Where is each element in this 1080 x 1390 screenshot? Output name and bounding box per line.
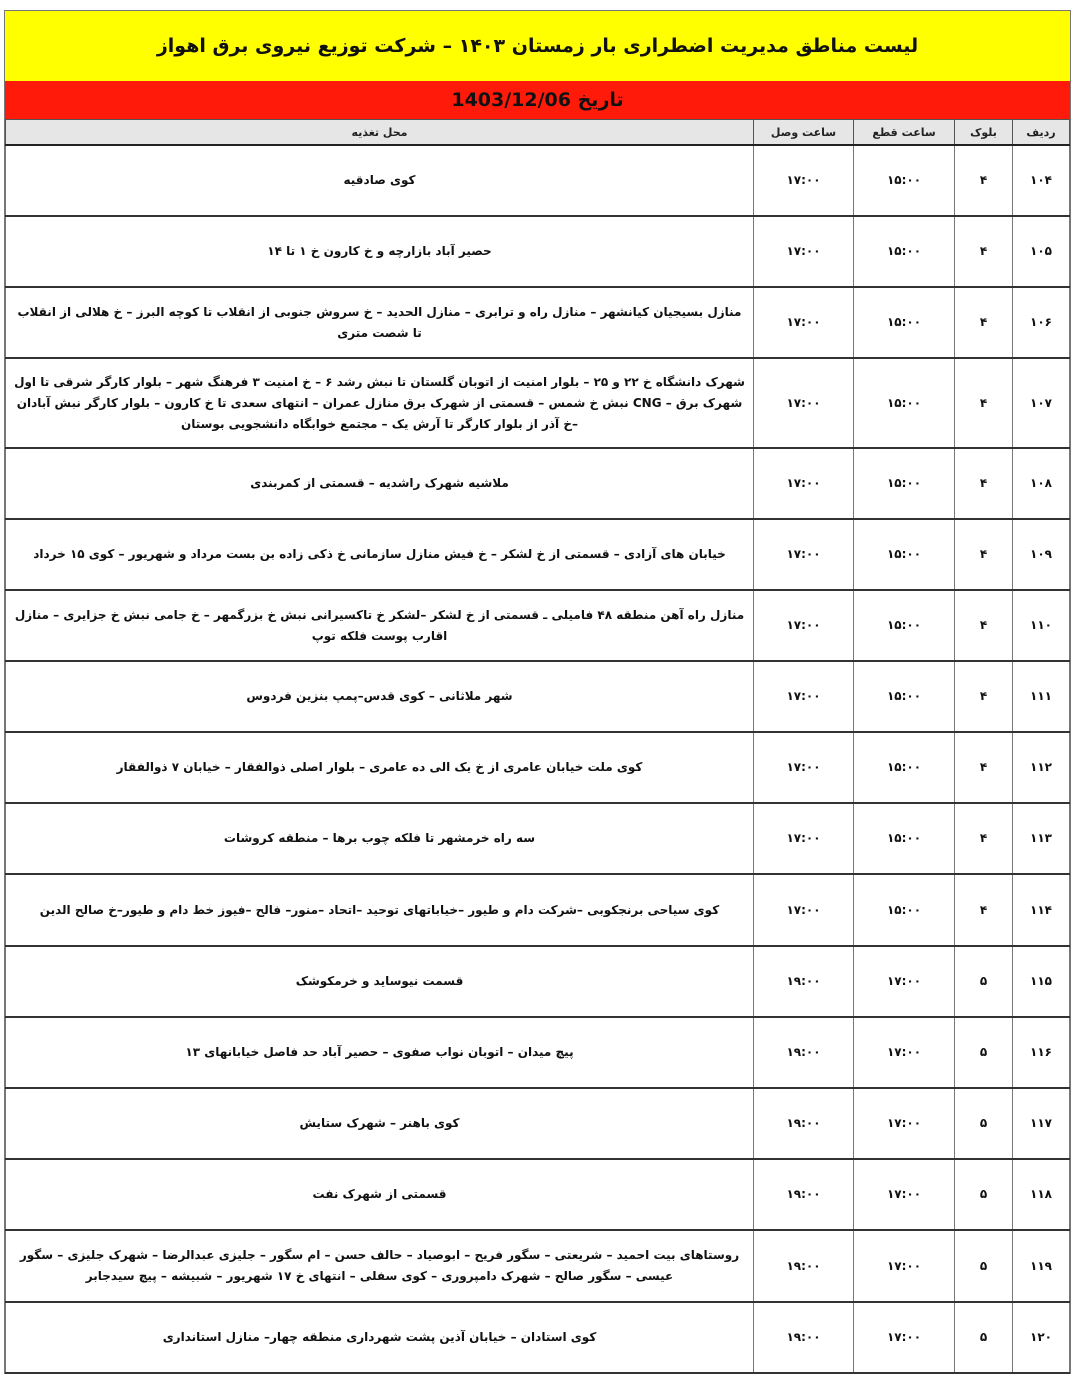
cell-connect-time: ۱۹:۰۰ — [754, 1230, 854, 1302]
cell-block: ۵ — [955, 1230, 1013, 1302]
header-radif: ردیف — [1013, 120, 1070, 146]
table-row — [6, 661, 1070, 732]
table-row — [6, 732, 1070, 803]
cell-location: شهرک دانشگاه خ ۲۲ و ۲۵ – بلوار امنیت از اتوبان گلستان تا نبش رشد ۶ – خ امنیت ۳ فرهنگ شهر – بلوار کارگر شرقی تا اول شهرک برق – CNG نبش خ شمس – قسمتی از شهرک برق منازل عمران – انتهای سعدی تا خ کارون – بلوار کارگر نبش آبادان –خ آذر از بلوار کارگر تا آرش یک – مجتمع خوابگاه دانشجویی بوستان — [6, 358, 754, 448]
cell-location: خیابان های آزادی – قسمتی از خ لشکر – خ فیش منازل سازمانی خ ذکی زاده بن بست مرداد و شهریور – کوی ۱۵ خرداد — [6, 519, 754, 590]
cell-connect-time: ۱۷:۰۰ — [754, 732, 854, 803]
cell-block: ۵ — [955, 1159, 1013, 1230]
cell-location: کوی باهنر – شهرک ستایش — [6, 1088, 754, 1159]
schedule-sheet — [4, 10, 1071, 1374]
table-row — [6, 287, 1070, 358]
header-connect-time: ساعت وصل — [754, 120, 854, 146]
cell-block: ۴ — [955, 874, 1013, 946]
cell-block: ۵ — [955, 1302, 1013, 1373]
page-title: لیست مناطق مدیریت اضطراری بار زمستان ۱۴۰۳ – شرکت توزیع نیروی برق اهواز — [5, 11, 1070, 82]
table-row — [6, 145, 1070, 216]
cell-cut-time: ۱۷:۰۰ — [854, 1017, 955, 1088]
cell-connect-time: ۱۷:۰۰ — [754, 145, 854, 216]
cell-connect-time: ۱۷:۰۰ — [754, 216, 854, 287]
cell-radif: ۱۱۲ — [1013, 732, 1070, 803]
cell-block: ۴ — [955, 145, 1013, 216]
cell-cut-time: ۱۵:۰۰ — [854, 661, 955, 732]
table-row — [6, 216, 1070, 287]
cell-location: ملاشیه شهرک راشدیه – قسمتی از کمربندی — [6, 448, 754, 519]
cell-cut-time: ۱۵:۰۰ — [854, 803, 955, 874]
table-row — [6, 358, 1070, 448]
cell-location: سه راه خرمشهر تا فلکه چوب برها – منطقه کروشات — [6, 803, 754, 874]
header-block: بلوک — [955, 120, 1013, 146]
cell-cut-time: ۱۷:۰۰ — [854, 1159, 955, 1230]
cell-connect-time: ۱۷:۰۰ — [754, 874, 854, 946]
table-row — [6, 590, 1070, 661]
cell-connect-time: ۱۹:۰۰ — [754, 1088, 854, 1159]
cell-block: ۴ — [955, 803, 1013, 874]
table-row — [6, 1302, 1070, 1373]
cell-radif: ۱۰۷ — [1013, 358, 1070, 448]
table-row — [6, 1088, 1070, 1159]
cell-location: کوی استادان – خیابان آذین پشت شهرداری منطقه چهار– منازل استانداری — [6, 1302, 754, 1373]
cell-radif: ۱۰۹ — [1013, 519, 1070, 590]
table-row — [6, 946, 1070, 1017]
cell-location: قسمت نیوساید و خرمکوشک — [6, 946, 754, 1017]
table-header-row — [6, 120, 1070, 146]
table-row — [6, 1159, 1070, 1230]
cell-location: قسمتی از شهرک نفت — [6, 1159, 754, 1230]
cell-connect-time: ۱۹:۰۰ — [754, 1302, 854, 1373]
cell-radif: ۱۱۹ — [1013, 1230, 1070, 1302]
cell-cut-time: ۱۵:۰۰ — [854, 590, 955, 661]
table-row — [6, 519, 1070, 590]
cell-block: ۵ — [955, 946, 1013, 1017]
cell-cut-time: ۱۷:۰۰ — [854, 1088, 955, 1159]
cell-location: کوی سیاحی برنجکوبی –شرکت دام و طیور –خیاباتهای توحید –اتحاد –منور– فالح –فیوز خط دام و طیور–خ صالح الدین — [6, 874, 754, 946]
header-location: محل تغذیه — [6, 120, 754, 146]
cell-cut-time: ۱۵:۰۰ — [854, 287, 955, 358]
table-row — [6, 448, 1070, 519]
cell-connect-time: ۱۷:۰۰ — [754, 803, 854, 874]
cell-connect-time: ۱۷:۰۰ — [754, 358, 854, 448]
cell-location: روستاهای بیت احمید – شریعتی – سگور فریح – ابوصیاد – حالف حسن – ام سگور – جلیزی عبدالرضا – شهرک جلیزی – سگور عیسی – سگور صالح – شهرک دامپروری – کوی سفلی – انتهای خ ۱۷ شهریور – شبیشه – پیچ سیدجابر — [6, 1230, 754, 1302]
cell-cut-time: ۱۵:۰۰ — [854, 145, 955, 216]
cell-block: ۴ — [955, 732, 1013, 803]
cell-radif: ۱۱۵ — [1013, 946, 1070, 1017]
cell-radif: ۱۰۶ — [1013, 287, 1070, 358]
cell-connect-time: ۱۷:۰۰ — [754, 590, 854, 661]
cell-cut-time: ۱۷:۰۰ — [854, 946, 955, 1017]
cell-block: ۴ — [955, 519, 1013, 590]
cell-radif: ۱۰۴ — [1013, 145, 1070, 216]
cell-radif: ۱۰۸ — [1013, 448, 1070, 519]
cell-radif: ۱۱۴ — [1013, 874, 1070, 946]
cell-block: ۴ — [955, 216, 1013, 287]
cell-connect-time: ۱۷:۰۰ — [754, 287, 854, 358]
cell-radif: ۱۲۰ — [1013, 1302, 1070, 1373]
cell-radif: ۱۱۰ — [1013, 590, 1070, 661]
cell-block: ۵ — [955, 1017, 1013, 1088]
cell-location: کوی ملت خیابان عامری از خ یک الی ده عامری – بلوار اصلی ذوالفقار – خیابان ۷ ذوالفقار — [6, 732, 754, 803]
outage-table — [5, 119, 1070, 1374]
cell-location: پیچ میدان – اتوبان نواب صفوی – حصیر آباد حد فاصل خیابانهای ۱۳ — [6, 1017, 754, 1088]
cell-radif: ۱۱۱ — [1013, 661, 1070, 732]
cell-block: ۴ — [955, 661, 1013, 732]
cell-radif: ۱۱۷ — [1013, 1088, 1070, 1159]
cell-cut-time: ۱۵:۰۰ — [854, 519, 955, 590]
cell-connect-time: ۱۹:۰۰ — [754, 1159, 854, 1230]
header-cut-time: ساعت قطع — [854, 120, 955, 146]
cell-location: منازل راه آهن منطقه ۴۸ فامیلی ـ قسمتی از خ لشکر –لشکر خ تاکسیرانی نبش خ بزرگمهر – خ جامی نبش خ جزایری – منازل اقارب پوست فلکه توپ — [6, 590, 754, 661]
cell-block: ۴ — [955, 358, 1013, 448]
table-row — [6, 874, 1070, 946]
cell-location: شهر ملاثانی – کوی قدس–پمپ بنزین فردوس — [6, 661, 754, 732]
cell-connect-time: ۱۷:۰۰ — [754, 661, 854, 732]
table-row — [6, 1230, 1070, 1302]
cell-radif: ۱۱۸ — [1013, 1159, 1070, 1230]
cell-block: ۴ — [955, 590, 1013, 661]
cell-location: حصیر آباد بازارچه و خ کارون خ ۱ تا ۱۴ — [6, 216, 754, 287]
cell-radif: ۱۰۵ — [1013, 216, 1070, 287]
cell-radif: ۱۱۳ — [1013, 803, 1070, 874]
cell-location: منازل بسیجیان کیانشهر – منازل راه و ترابری – منازل الحدید – خ سروش جنوبی از انقلاب تا کوچه البرز – خ هلالی از انقلاب تا شصت متری — [6, 287, 754, 358]
date-banner: تاریخ 1403/12/06 — [5, 81, 1070, 120]
cell-connect-time: ۱۹:۰۰ — [754, 946, 854, 1017]
table-row — [6, 803, 1070, 874]
cell-connect-time: ۱۷:۰۰ — [754, 519, 854, 590]
cell-cut-time: ۱۵:۰۰ — [854, 216, 955, 287]
cell-block: ۴ — [955, 448, 1013, 519]
table-row — [6, 1017, 1070, 1088]
cell-radif: ۱۱۶ — [1013, 1017, 1070, 1088]
cell-cut-time: ۱۵:۰۰ — [854, 732, 955, 803]
cell-cut-time: ۱۵:۰۰ — [854, 874, 955, 946]
cell-connect-time: ۱۷:۰۰ — [754, 448, 854, 519]
cell-cut-time: ۱۷:۰۰ — [854, 1302, 955, 1373]
cell-location: کوی صادقیه — [6, 145, 754, 216]
cell-block: ۴ — [955, 287, 1013, 358]
cell-connect-time: ۱۹:۰۰ — [754, 1017, 854, 1088]
cell-block: ۵ — [955, 1088, 1013, 1159]
cell-cut-time: ۱۵:۰۰ — [854, 358, 955, 448]
cell-cut-time: ۱۷:۰۰ — [854, 1230, 955, 1302]
cell-cut-time: ۱۵:۰۰ — [854, 448, 955, 519]
